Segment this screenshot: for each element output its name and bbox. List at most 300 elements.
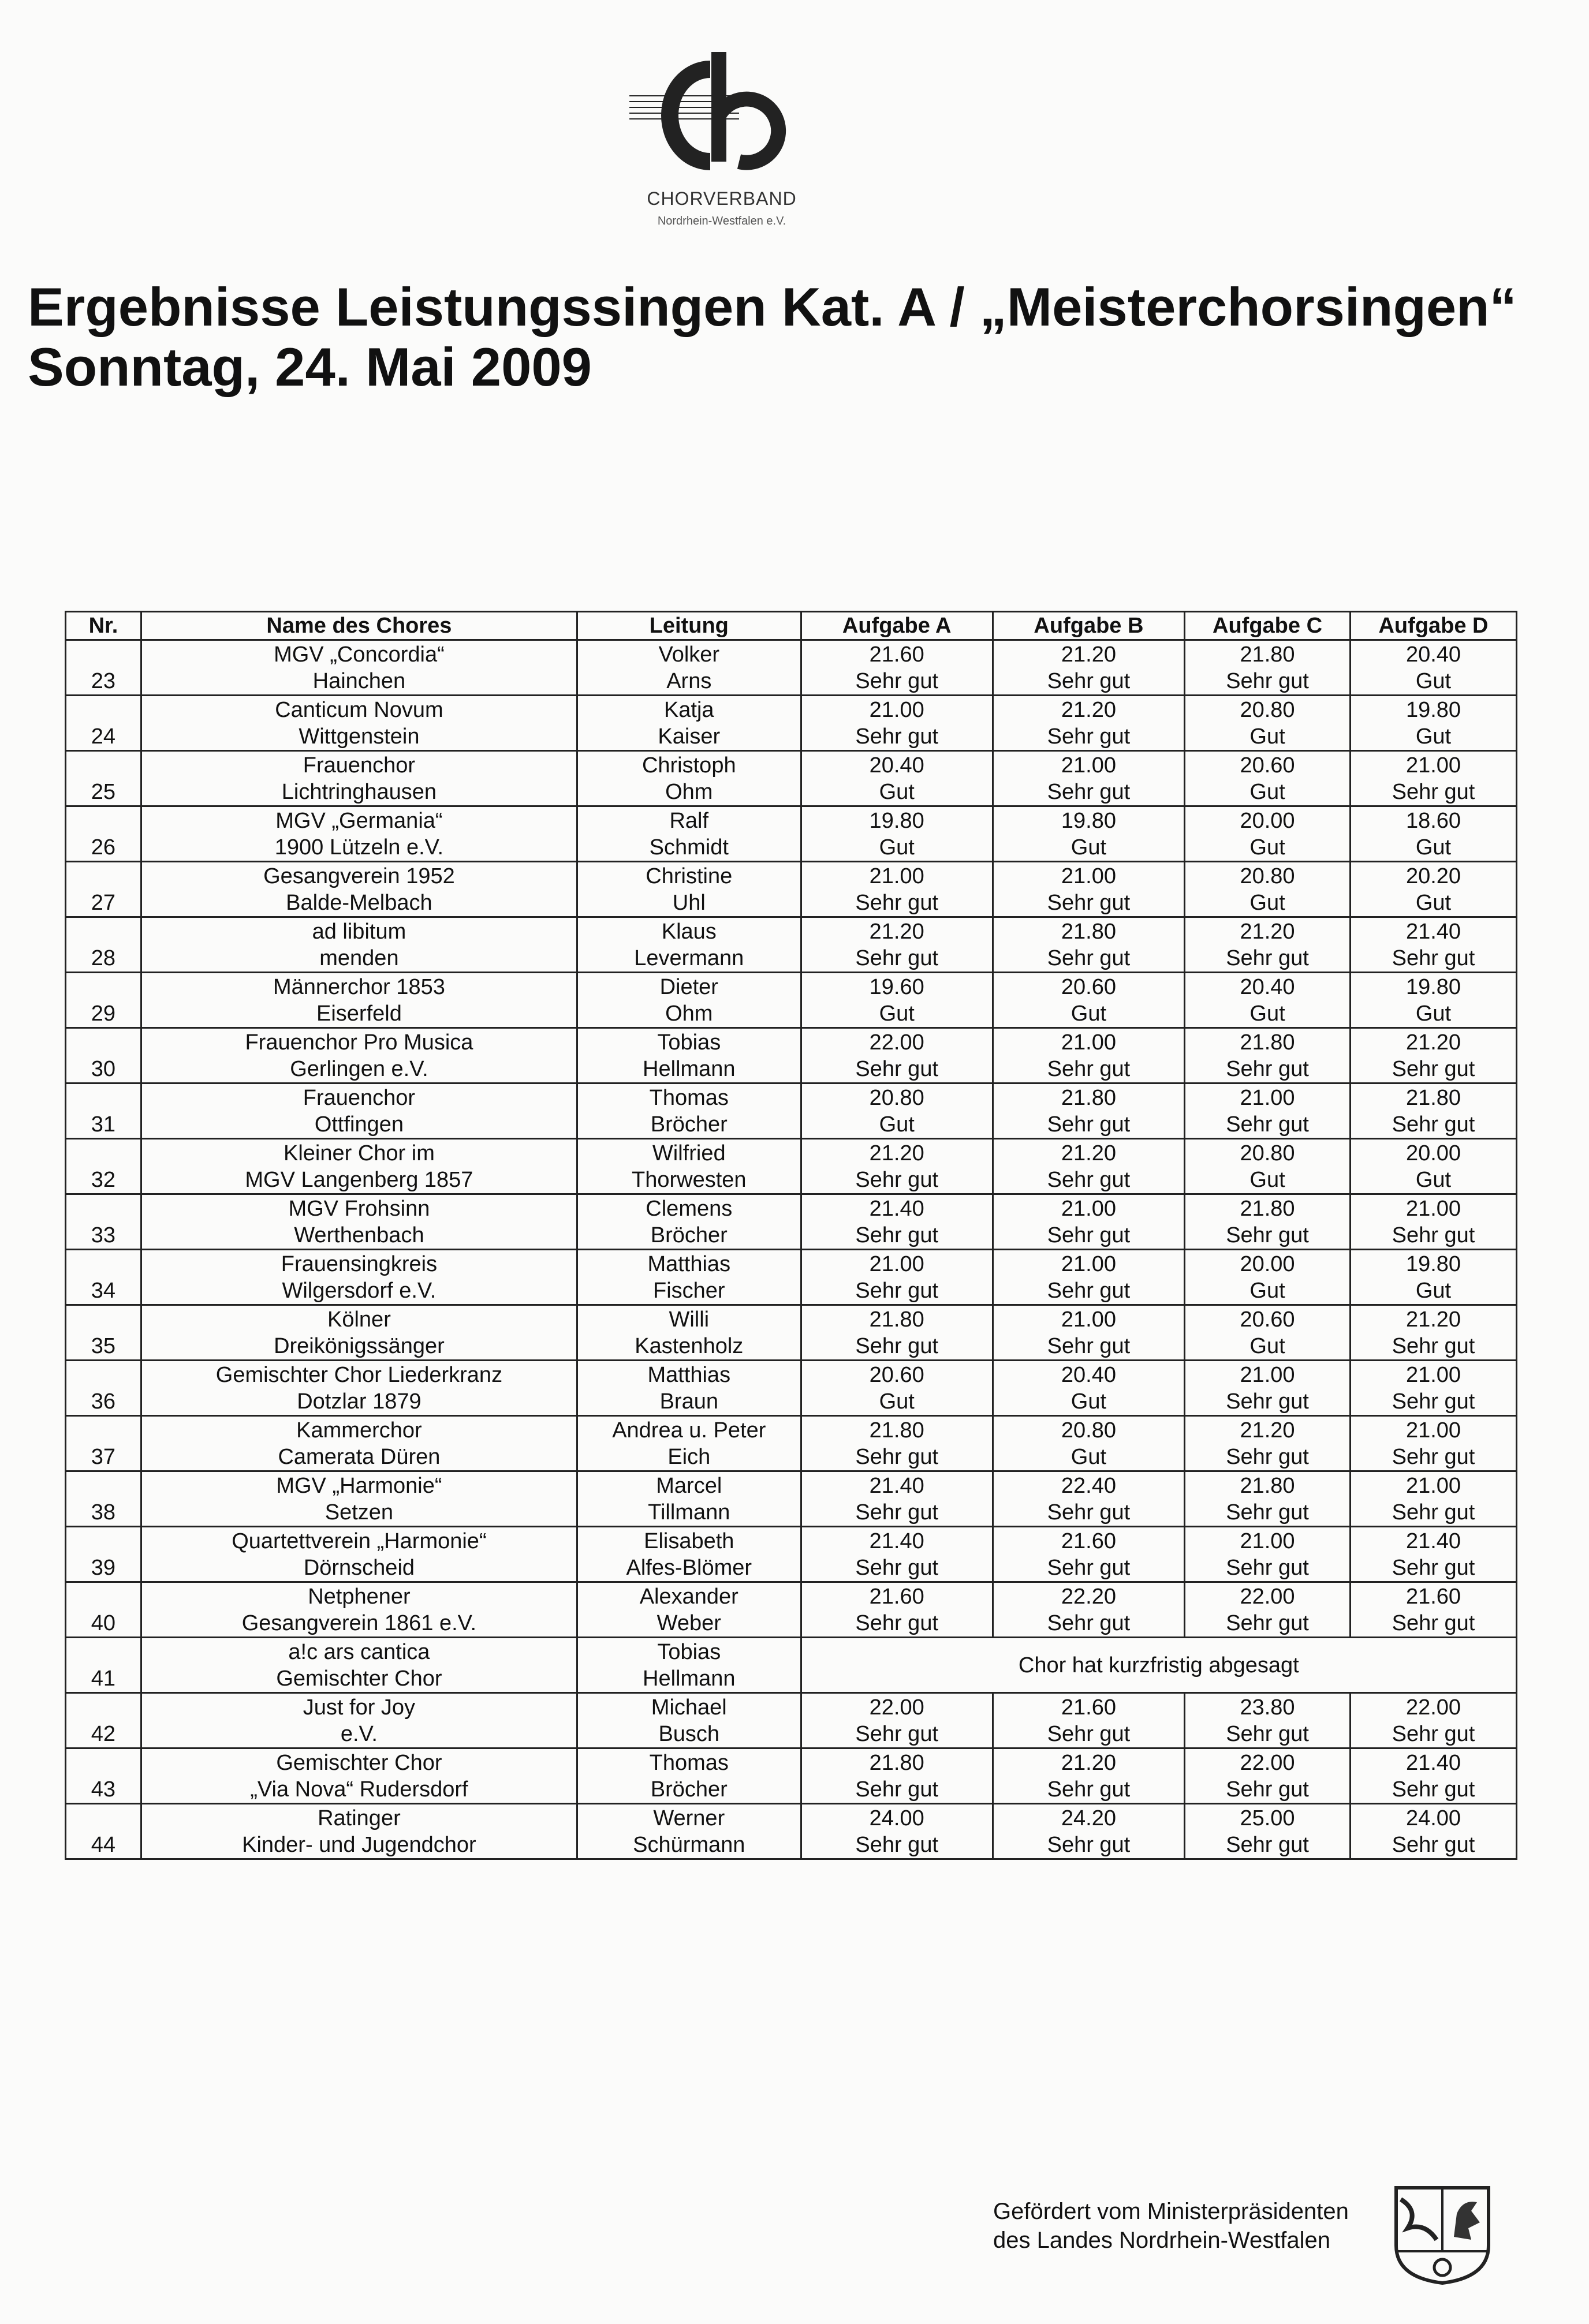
cell-name-line-1: ad libitum — [312, 919, 406, 944]
cell-aufgabe-d-line-2: Sehr gut — [1392, 1777, 1475, 1802]
table-row — [66, 973, 1517, 1028]
cell-nr — [66, 1028, 141, 1083]
cell-nr-line-1: 33 — [91, 1223, 116, 1247]
cell-aufgabe-a — [801, 1194, 993, 1250]
cell-name — [141, 1416, 577, 1471]
table-row — [66, 1582, 1517, 1638]
cell-leitung — [577, 1083, 801, 1139]
cell-aufgabe-d-line-2: Gut — [1415, 1001, 1452, 1026]
cell-aufgabe-b-line-1: 21.60 — [1061, 1529, 1116, 1553]
cell-name — [141, 1638, 577, 1693]
cell-aufgabe-b — [993, 1083, 1184, 1139]
cell-aufgabe-b — [993, 1804, 1184, 1859]
cell-aufgabe-d-line-1: 24.00 — [1405, 1806, 1461, 1830]
cell-name — [141, 1028, 577, 1083]
cell-name-line-2: Werthenbach — [294, 1223, 424, 1247]
cell-aufgabe-d — [1350, 1748, 1516, 1804]
cell-aufgabe-c-line-1: 21.00 — [1240, 1085, 1295, 1110]
cell-name-line-1: Kölner — [327, 1307, 391, 1332]
cell-name-line-1: Gemischter Chor — [276, 1750, 442, 1775]
cell-name-line-1: Kammerchor — [296, 1418, 422, 1443]
cell-nr — [66, 1693, 141, 1748]
cell-leitung — [577, 640, 801, 696]
cell-aufgabe-b-line-2: Sehr gut — [1047, 1777, 1131, 1802]
cell-aufgabe-d — [1350, 640, 1516, 696]
cell-aufgabe-a-line-2: Sehr gut — [855, 1721, 939, 1746]
cell-nr — [66, 640, 141, 696]
cell-name-line-1: Frauensingkreis — [281, 1251, 438, 1276]
cell-aufgabe-a-line-1: 21.40 — [869, 1529, 924, 1553]
cell-leitung-line-2: Ohm — [665, 1001, 713, 1026]
cell-leitung — [577, 862, 801, 917]
cell-aufgabe-a-line-2: Gut — [879, 1389, 915, 1414]
cell-aufgabe-a — [801, 1028, 993, 1083]
cell-leitung-line-2: Bröcher — [650, 1777, 728, 1802]
cell-aufgabe-b — [993, 973, 1184, 1028]
cell-aufgabe-b-line-2: Sehr gut — [1047, 1500, 1131, 1525]
cell-aufgabe-c-line-2: Gut — [1249, 1167, 1285, 1192]
table-row — [66, 1804, 1517, 1859]
cell-aufgabe-a — [801, 1748, 993, 1804]
cell-leitung — [577, 1361, 801, 1416]
cell-leitung-line-2: Kaiser — [658, 724, 721, 749]
cell-aufgabe-d-line-2: Gut — [1415, 835, 1452, 860]
cell-aufgabe-b-line-1: 19.80 — [1061, 808, 1116, 833]
cell-aufgabe-b — [993, 1527, 1184, 1582]
cell-aufgabe-d-line-2: Sehr gut — [1392, 1444, 1475, 1469]
cell-aufgabe-c-line-1: 20.60 — [1240, 753, 1295, 778]
cell-leitung — [577, 806, 801, 862]
cell-aufgabe-b — [993, 1471, 1184, 1527]
cell-leitung — [577, 1194, 801, 1250]
cell-aufgabe-d-line-1: 21.00 — [1405, 1473, 1461, 1498]
cell-aufgabe-d — [1350, 917, 1516, 973]
cell-name-line-2: Dörnscheid — [303, 1555, 415, 1580]
cell-name — [141, 1139, 577, 1194]
cell-aufgabe-d-line-2: Sehr gut — [1392, 1333, 1475, 1358]
table-row — [66, 1693, 1517, 1748]
cell-nr — [66, 973, 141, 1028]
cell-nr-line-1: 29 — [91, 1002, 116, 1026]
cell-aufgabe-c — [1185, 751, 1351, 806]
cell-name-line-2: Hainchen — [312, 668, 406, 693]
cell-aufgabe-d-line-2: Sehr gut — [1392, 1832, 1475, 1857]
cell-nr-line-1: 39 — [91, 1556, 116, 1580]
cell-aufgabe-a-line-1: 19.80 — [869, 808, 924, 833]
cell-nr-line-1: 28 — [91, 946, 116, 970]
table-row — [66, 1194, 1517, 1250]
cell-aufgabe-a-line-1: 21.00 — [869, 864, 924, 888]
cell-name — [141, 973, 577, 1028]
cell-aufgabe-c — [1185, 806, 1351, 862]
cell-aufgabe-c — [1185, 917, 1351, 973]
cell-aufgabe-a — [801, 696, 993, 751]
cell-aufgabe-d — [1350, 1305, 1516, 1361]
cell-leitung-line-1: Andrea u. Peter — [612, 1418, 766, 1443]
cell-name-line-2: Gesangverein 1861 e.V. — [241, 1611, 477, 1635]
cell-aufgabe-b-line-2: Sehr gut — [1047, 1333, 1131, 1358]
cell-name-line-2: Camerata Düren — [278, 1444, 441, 1469]
table-row — [66, 862, 1517, 917]
cell-aufgabe-b-line-2: Sehr gut — [1047, 1278, 1131, 1303]
cell-nr-line-1: 38 — [91, 1500, 116, 1525]
cell-aufgabe-a-line-1: 21.40 — [869, 1196, 924, 1221]
cell-leitung-line-1: Thomas — [649, 1750, 729, 1775]
cell-aufgabe-b-line-2: Gut — [1070, 1444, 1107, 1469]
cell-name-line-2: Gemischter Chor — [276, 1666, 442, 1691]
cell-aufgabe-c-line-2: Gut — [1249, 1333, 1285, 1358]
cell-aufgabe-a-line-2: Sehr gut — [855, 1777, 939, 1802]
cell-aufgabe-c-line-2: Sehr gut — [1226, 1777, 1309, 1802]
cell-name-line-1: MGV „Concordia“ — [274, 642, 445, 667]
cell-aufgabe-a-line-2: Gut — [879, 1112, 915, 1137]
cell-aufgabe-a — [801, 1804, 993, 1859]
cell-aufgabe-b — [993, 806, 1184, 862]
cell-aufgabe-d-line-2: Sehr gut — [1392, 946, 1475, 970]
cell-aufgabe-a — [801, 1361, 993, 1416]
cell-leitung-line-2: Eich — [667, 1444, 711, 1469]
cell-leitung — [577, 1638, 801, 1693]
cell-nr-line-1: 36 — [91, 1389, 116, 1414]
cell-leitung-line-2: Hellmann — [643, 1056, 736, 1081]
cell-leitung — [577, 1416, 801, 1471]
cell-aufgabe-a-line-1: 20.80 — [869, 1085, 924, 1110]
cell-leitung-line-1: Marcel — [656, 1473, 722, 1498]
cell-aufgabe-c-line-1: 21.80 — [1240, 1473, 1295, 1498]
cell-nr — [66, 1305, 141, 1361]
cell-aufgabe-b-line-2: Sehr gut — [1047, 1112, 1131, 1137]
cell-leitung — [577, 696, 801, 751]
cell-aufgabe-a-line-2: Gut — [879, 1001, 915, 1026]
cell-aufgabe-d — [1350, 806, 1516, 862]
col-header-aufgabe-c: Aufgabe C — [1185, 612, 1351, 640]
cell-aufgabe-c-line-1: 20.80 — [1240, 864, 1295, 888]
cell-aufgabe-a-line-2: Sehr gut — [855, 890, 939, 915]
cell-aufgabe-b-line-1: 24.20 — [1061, 1806, 1116, 1830]
cell-aufgabe-b-line-1: 20.60 — [1061, 974, 1116, 999]
table-row — [66, 1638, 1517, 1693]
cell-aufgabe-c-line-1: 25.00 — [1240, 1806, 1295, 1830]
cell-leitung-line-1: Klaus — [661, 919, 717, 944]
cell-aufgabe-b — [993, 1028, 1184, 1083]
cell-aufgabe-b-line-1: 21.80 — [1061, 919, 1116, 944]
cell-aufgabe-a — [801, 1083, 993, 1139]
cell-leitung-line-2: Ohm — [665, 779, 713, 804]
cell-aufgabe-c-line-1: 20.00 — [1240, 808, 1295, 833]
cell-name — [141, 1804, 577, 1859]
cell-name — [141, 917, 577, 973]
cell-nr-line-1: 27 — [91, 891, 116, 915]
cell-name-line-2: Dotzlar 1879 — [297, 1389, 422, 1414]
cell-name-line-2: MGV Langenberg 1857 — [245, 1167, 473, 1192]
cell-aufgabe-a — [801, 1527, 993, 1582]
cell-aufgabe-a-line-1: 21.60 — [869, 1584, 924, 1609]
cell-leitung-line-2: Thorwesten — [632, 1167, 747, 1192]
cell-name — [141, 1361, 577, 1416]
cell-aufgabe-a — [801, 917, 993, 973]
cell-aufgabe-a-line-1: 21.80 — [869, 1307, 924, 1332]
cell-aufgabe-d — [1350, 1804, 1516, 1859]
cell-name-line-1: Frauenchor Pro Musica — [245, 1030, 473, 1055]
cell-aufgabe-c — [1185, 640, 1351, 696]
cell-aufgabe-a-line-1: 21.00 — [869, 1251, 924, 1276]
cell-nr — [66, 862, 141, 917]
cell-aufgabe-d-line-2: Gut — [1415, 890, 1452, 915]
cell-leitung-line-1: Christoph — [641, 753, 736, 778]
cell-leitung-line-2: Arns — [666, 668, 712, 693]
cell-nr — [66, 806, 141, 862]
cell-aufgabe-b — [993, 1139, 1184, 1194]
sponsor-line-2: des Landes Nordrhein-Westfalen — [993, 2228, 1331, 2253]
cell-aufgabe-c — [1185, 1804, 1351, 1859]
cell-aufgabe-a-line-2: Sehr gut — [855, 1500, 939, 1525]
cell-aufgabe-d-line-1: 20.00 — [1405, 1141, 1461, 1165]
cell-aufgabe-a-line-2: Gut — [879, 835, 915, 860]
cell-nr-line-1: 34 — [91, 1279, 116, 1303]
cell-aufgabe-b-line-1: 21.00 — [1061, 1030, 1116, 1055]
col-header-leitung: Leitung — [577, 612, 801, 640]
cell-aufgabe-b-line-1: 21.20 — [1061, 1750, 1116, 1775]
cell-nr-line-1: 30 — [91, 1057, 116, 1081]
cell-leitung — [577, 1582, 801, 1638]
cell-leitung-line-1: Willi — [669, 1307, 710, 1332]
cell-aufgabe-b-line-2: Sehr gut — [1047, 1223, 1131, 1247]
chorverband-logo — [624, 46, 820, 179]
table-row — [66, 1471, 1517, 1527]
cell-leitung-line-1: Thomas — [649, 1085, 729, 1110]
cell-aufgabe-a — [801, 1416, 993, 1471]
cell-name-line-2: Wilgersdorf e.V. — [282, 1278, 437, 1303]
cell-aufgabe-a — [801, 973, 993, 1028]
cell-aufgabe-a-line-2: Sehr gut — [855, 1555, 939, 1580]
cell-leitung-line-1: Ralf — [669, 808, 709, 833]
cell-aufgabe-b-line-1: 21.20 — [1061, 697, 1116, 722]
cell-aufgabe-c-line-1: 21.80 — [1240, 1030, 1295, 1055]
cell-aufgabe-c-line-2: Gut — [1249, 1001, 1285, 1026]
cell-leitung-line-1: Tobias — [657, 1030, 721, 1055]
cell-aufgabe-d-line-2: Sehr gut — [1392, 1500, 1475, 1525]
cell-name-line-2: 1900 Lützeln e.V. — [274, 835, 444, 860]
cell-aufgabe-b-line-1: 21.60 — [1061, 1695, 1116, 1720]
cell-nr-line-1: 43 — [91, 1777, 116, 1802]
cell-aufgabe-d-line-1: 21.20 — [1405, 1307, 1461, 1332]
cell-nr — [66, 1083, 141, 1139]
cell-aufgabe-b — [993, 917, 1184, 973]
cell-leitung-line-1: Clemens — [646, 1196, 733, 1221]
cell-leitung-line-1: Volker — [658, 642, 720, 667]
cell-aufgabe-c-line-2: Sehr gut — [1226, 1444, 1309, 1469]
cell-aufgabe-b — [993, 696, 1184, 751]
cell-leitung-line-2: Tillmann — [648, 1500, 730, 1525]
cell-aufgabe-a-line-1: 20.40 — [869, 753, 924, 778]
cell-aufgabe-b — [993, 751, 1184, 806]
cell-aufgabe-c-line-1: 20.80 — [1240, 1141, 1295, 1165]
cell-leitung-line-2: Fischer — [652, 1278, 725, 1303]
cell-aufgabe-c-line-2: Sehr gut — [1226, 1555, 1309, 1580]
cell-aufgabe-c-line-1: 22.00 — [1240, 1584, 1295, 1609]
cell-name-line-1: Kleiner Chor im — [283, 1141, 435, 1165]
cell-nr — [66, 1194, 141, 1250]
cell-aufgabe-c-line-2: Gut — [1249, 724, 1285, 749]
cell-leitung-line-1: Katja — [663, 697, 714, 722]
cell-aufgabe-b-line-1: 21.20 — [1061, 1141, 1116, 1165]
cell-aufgabe-c-line-1: 21.00 — [1240, 1362, 1295, 1387]
table-row — [66, 806, 1517, 862]
cell-leitung-line-2: Braun — [659, 1389, 718, 1414]
cell-aufgabe-c-line-2: Sehr gut — [1226, 1832, 1309, 1857]
cell-nr — [66, 1748, 141, 1804]
cell-aufgabe-b — [993, 1693, 1184, 1748]
cell-aufgabe-c — [1185, 1028, 1351, 1083]
cell-aufgabe-a-line-1: 21.40 — [869, 1473, 924, 1498]
cell-nr-line-1: 24 — [91, 724, 116, 749]
cell-aufgabe-a-line-1: 21.60 — [869, 642, 924, 667]
cell-nr-line-1: 26 — [91, 835, 116, 860]
table-row — [66, 640, 1517, 696]
cell-aufgabe-d-line-1: 21.00 — [1405, 1196, 1461, 1221]
cell-leitung-line-2: Bröcher — [650, 1223, 728, 1247]
cell-aufgabe-b-line-2: Sehr gut — [1047, 946, 1131, 970]
cell-aufgabe-c-line-1: 21.80 — [1240, 642, 1295, 667]
cell-name-line-1: Ratinger — [318, 1806, 401, 1830]
cell-nr — [66, 1361, 141, 1416]
cell-nr — [66, 1416, 141, 1471]
cell-name — [141, 806, 577, 862]
cell-aufgabe-b-line-1: 21.00 — [1061, 1307, 1116, 1332]
cell-leitung-line-1: Werner — [653, 1806, 725, 1830]
cell-nr-line-1: 32 — [91, 1168, 116, 1192]
cell-nr — [66, 1582, 141, 1638]
cell-aufgabe-d — [1350, 1083, 1516, 1139]
cell-aufgabe-d-line-1: 20.40 — [1405, 642, 1461, 667]
cell-aufgabe-b-line-2: Sehr gut — [1047, 779, 1131, 804]
cell-aufgabe-d-line-1: 21.60 — [1405, 1584, 1461, 1609]
cell-leitung-line-2: Hellmann — [643, 1666, 736, 1691]
cell-aufgabe-d-line-2: Sehr gut — [1392, 1721, 1475, 1746]
cell-name-line-1: Netphener — [308, 1584, 411, 1609]
cell-aufgabe-d-line-1: 19.80 — [1405, 974, 1461, 999]
cell-aufgabe-b-line-2: Sehr gut — [1047, 724, 1131, 749]
cell-aufgabe-a-line-2: Gut — [879, 779, 915, 804]
cell-aufgabe-d-line-2: Gut — [1415, 668, 1452, 693]
cell-aufgabe-d-line-2: Gut — [1415, 1278, 1452, 1303]
cell-aufgabe-a-line-1: 21.00 — [869, 697, 924, 722]
cell-aufgabe-d — [1350, 1471, 1516, 1527]
table-row — [66, 1139, 1517, 1194]
cell-name-line-2: Kinder- und Jugendchor — [242, 1832, 476, 1857]
cell-aufgabe-d-line-1: 20.20 — [1405, 864, 1461, 888]
cell-aufgabe-c-line-1: 20.80 — [1240, 697, 1295, 722]
cell-aufgabe-d — [1350, 1693, 1516, 1748]
cell-aufgabe-a-line-2: Sehr gut — [855, 1444, 939, 1469]
cell-aufgabe-d — [1350, 1028, 1516, 1083]
cell-aufgabe-b-line-2: Sehr gut — [1047, 1167, 1131, 1192]
cell-name — [141, 1582, 577, 1638]
results-body — [66, 640, 1517, 1859]
org-subtitle: Nordrhein-Westfalen e.V. — [657, 215, 786, 227]
table-row — [66, 1527, 1517, 1582]
cell-aufgabe-b — [993, 1194, 1184, 1250]
cell-leitung-line-2: Alfes-Blömer — [626, 1555, 752, 1580]
cell-aufgabe-c — [1185, 696, 1351, 751]
cell-aufgabe-a-line-2: Sehr gut — [855, 724, 939, 749]
cell-aufgabe-b-line-1: 21.00 — [1061, 753, 1116, 778]
table-row — [66, 751, 1517, 806]
table-row — [66, 1305, 1517, 1361]
cell-name — [141, 640, 577, 696]
table-row — [66, 1250, 1517, 1305]
cell-name-line-1: Just for Joy — [303, 1695, 416, 1720]
cell-leitung-line-1: Michael — [651, 1695, 727, 1720]
cell-name — [141, 1083, 577, 1139]
cell-name-line-2: menden — [319, 946, 399, 970]
cell-aufgabe-d-line-1: 18.60 — [1405, 808, 1461, 833]
cell-aufgabe-c — [1185, 1250, 1351, 1305]
cell-aufgabe-c-line-1: 20.00 — [1240, 1251, 1295, 1276]
cell-leitung — [577, 1305, 801, 1361]
cell-name-line-2: Dreikönigssänger — [274, 1333, 445, 1358]
cell-aufgabe-c — [1185, 1305, 1351, 1361]
cell-nr-line-1: 25 — [91, 780, 116, 804]
cell-aufgabe-c — [1185, 1194, 1351, 1250]
cell-aufgabe-c-line-2: Sehr gut — [1226, 1112, 1309, 1137]
cell-name — [141, 1693, 577, 1748]
cell-nr-line-1: 23 — [91, 669, 116, 693]
cell-aufgabe-c — [1185, 1748, 1351, 1804]
cell-name-line-1: a!c ars cantica — [288, 1639, 430, 1664]
cell-nr-line-1: 44 — [91, 1833, 116, 1857]
cell-nr-line-1: 42 — [91, 1722, 116, 1746]
cell-leitung — [577, 1804, 801, 1859]
cell-aufgabe-d-line-1: 19.80 — [1405, 1251, 1461, 1276]
cell-aufgabe-d-line-2: Sehr gut — [1392, 1611, 1475, 1635]
cell-aufgabe-c — [1185, 1471, 1351, 1527]
cell-aufgabe-c-line-2: Sehr gut — [1226, 668, 1309, 693]
cell-aufgabe-b-line-2: Sehr gut — [1047, 668, 1131, 693]
cell-aufgabe-d-line-1: 19.80 — [1405, 697, 1461, 722]
cell-aufgabe-d-line-2: Sehr gut — [1392, 1223, 1475, 1247]
cell-aufgabe-b — [993, 1305, 1184, 1361]
cell-aufgabe-a-line-2: Sehr gut — [855, 1167, 939, 1192]
cell-aufgabe-c — [1185, 1582, 1351, 1638]
cell-aufgabe-c-line-1: 21.80 — [1240, 1196, 1295, 1221]
cell-name — [141, 696, 577, 751]
cell-aufgabe-d — [1350, 1527, 1516, 1582]
cell-aufgabe-b-line-1: 21.20 — [1061, 642, 1116, 667]
cell-aufgabe-c-line-2: Sehr gut — [1226, 1500, 1309, 1525]
cell-aufgabe-b-line-2: Gut — [1070, 1001, 1107, 1026]
cell-aufgabe-b — [993, 1582, 1184, 1638]
cell-leitung — [577, 1139, 801, 1194]
title-line-2: Sonntag, 24. Mai 2009 — [28, 337, 592, 397]
sponsor-note — [993, 2197, 1397, 2255]
cell-aufgabe-b-line-1: 21.00 — [1061, 864, 1116, 888]
cell-aufgabe-c — [1185, 1416, 1351, 1471]
cell-aufgabe-a-line-1: 21.80 — [869, 1418, 924, 1443]
cell-aufgabe-a-line-1: 22.00 — [869, 1695, 924, 1720]
cell-leitung — [577, 1693, 801, 1748]
cell-name — [141, 1471, 577, 1527]
cell-name — [141, 1527, 577, 1582]
cell-name — [141, 1250, 577, 1305]
cell-name-line-1: MGV „Harmonie“ — [276, 1473, 442, 1498]
table-row — [66, 1028, 1517, 1083]
cell-leitung — [577, 1028, 801, 1083]
cell-nr — [66, 1638, 141, 1693]
cell-aufgabe-d — [1350, 751, 1516, 806]
cell-aufgabe-a-line-1: 24.00 — [869, 1806, 924, 1830]
cell-aufgabe-c-line-2: Sehr gut — [1226, 1056, 1309, 1081]
